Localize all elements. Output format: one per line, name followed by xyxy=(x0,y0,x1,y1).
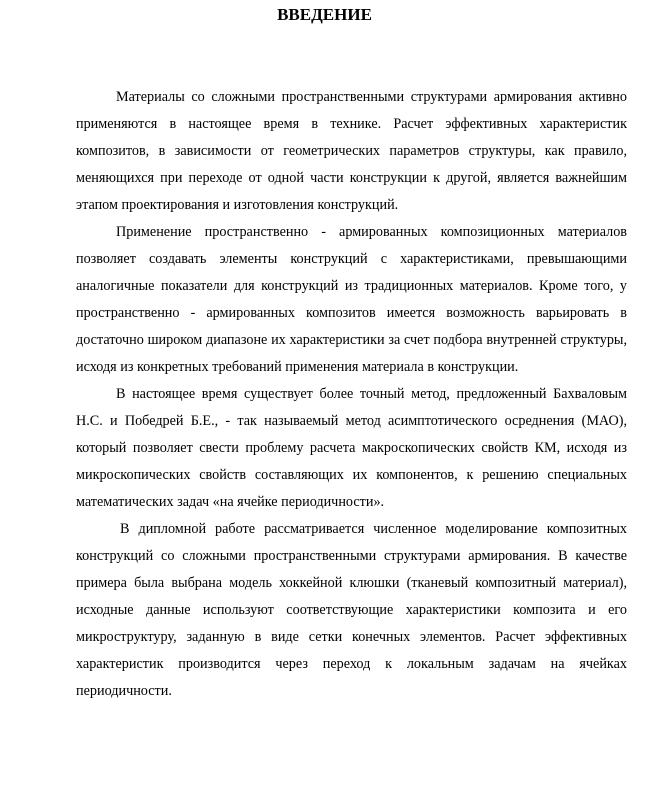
document-body xyxy=(76,84,627,705)
page-title: ВВЕДЕНИЕ xyxy=(277,5,372,24)
paragraph-3: В настоящее время существует более точный метод, предложенный Бахваловым Н.С. и Победрей Б.Е., - так называемый метод асимптотического осреднения (МАО), который позволяет свести проблему расчета макроскопических свойств КМ, исходя из микроскопических свойств составляющих их компонентов, к решению специальных математических задач «на ячейке периодичности». xyxy=(76,386,627,510)
paragraph-2: Применение пространственно - армированных композиционных материалов позволяет создавать элементы конструкций с характеристиками, превышающими аналогичные показатели для конструкций из традиционных материалов. Кроме того, у пространственно - армированных композитов имеется возможность варьировать в достаточно широком диапазоне их характеристики за счет подбора внутренней структуры, исходя из конкретных требований применения материала в конструкции. xyxy=(76,224,627,375)
paragraph-1: Материалы со сложными пространственными структурами армирования активно применяются в настоящее время в технике. Расчет эффективных характеристик композитов, в зависимости от геометрических параметров структуры, как правило, меняющихся при переходе от одной части конструкции к другой, является важнейшим этапом проектирования и изготовления конструкций. xyxy=(76,89,627,213)
paragraph-4: В дипломной работе рассматривается численное моделирование композитных конструкций со сложными пространственными структурами армирования. В качестве примера была выбрана модель хоккейной клюшки (тканевый композитный материал), исходные данные используют соответствующие характеристики композита и его микроструктуру, заданную в виде сетки конечных элементов. Расчет эффективных характеристик производится через переход к локальным задачам на ячейках периодичности. xyxy=(76,521,627,699)
